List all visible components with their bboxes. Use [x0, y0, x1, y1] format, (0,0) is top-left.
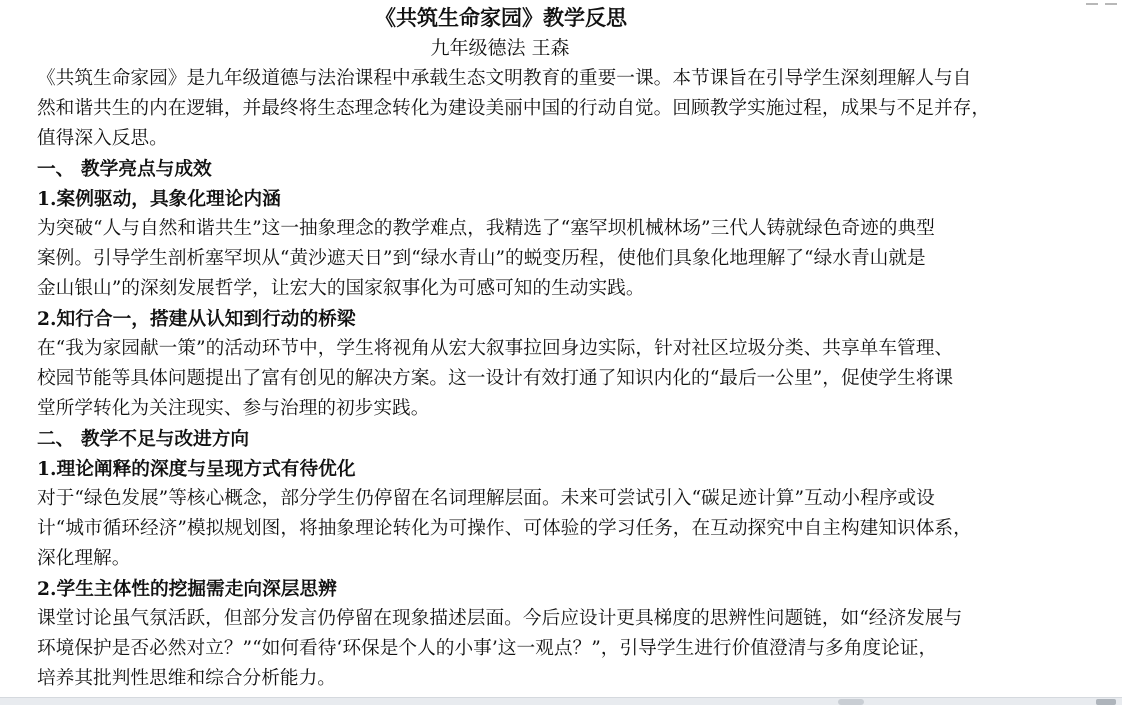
intro-paragraph: [37, 64, 1087, 154]
horizontal-scrollbar[interactable]: [0, 697, 1122, 705]
point-paragraph: [37, 214, 1087, 304]
scroll-arrow-icon[interactable]: [1096, 699, 1116, 705]
intro-line: 《共筑生命家园》是九年级道德与法治课程中承载生态文明教育的重要一课。本节课旨在引导学生深刻理解人与自: [37, 68, 972, 89]
paragraph-line: 环境保护是否必然对立？”“如何看待‘环保是个人的小事’这一观点？”，引导学生进行价值澄清与多角度论证，: [37, 638, 938, 659]
document-title: 《共筑生命家园》教学反思: [375, 5, 627, 30]
paragraph-line: 计“城市循环经济”模拟规划图，将抽象理论转化为可操作、可体验的学习任务，在互动探究中自主构建知识体系，: [37, 518, 972, 539]
point-paragraph: [37, 334, 1087, 424]
point-heading: 2.知行合一，搭建从认知到行动的桥梁: [37, 308, 356, 330]
point-heading: 2.学生主体性的挖掘需走向深层思辨: [37, 578, 337, 600]
corner-mark: [1105, 3, 1117, 5]
scrollbar-thumb[interactable]: [838, 699, 864, 705]
section-heading-improvements: 二、 教学不足与改进方向: [37, 428, 250, 450]
paragraph-line: 为突破“人与自然和谐共生”这一抽象理念的教学难点，我精选了“塞罕坝机械林场”三代人铸就绿色奇迹的典型: [37, 218, 935, 239]
paragraph-line: 堂所学转化为关注现实、参与治理的初步实践。: [37, 398, 430, 419]
section-heading-highlights: 一、 教学亮点与成效: [37, 158, 212, 180]
point-heading: 1.理论阐释的深度与呈现方式有待优化: [37, 458, 356, 480]
point-paragraph: [37, 604, 1087, 694]
paragraph-line: 深化理解。: [37, 548, 131, 569]
paragraph-line: 对于“绿色发展”等核心概念，部分学生仍停留在名词理解层面。未来可尝试引入“碳足迹计算”互动小程序或设: [37, 488, 935, 509]
intro-line: 然和谐共生的内在逻辑，并最终将生态理念转化为建设美丽中国的行动自觉。回顾教学实施过程，成果与不足并存，: [37, 98, 991, 119]
intro-line: 值得深入反思。: [37, 128, 168, 149]
corner-mark: [1086, 3, 1098, 5]
point-paragraph: [37, 484, 1087, 574]
paragraph-line: 课堂讨论虽气氛活跃，但部分发言仍停留在现象描述层面。今后应设计更具梯度的思辨性问题链，如“经济发展与: [37, 608, 963, 629]
document-subtitle: 九年级德法 王森: [430, 37, 570, 59]
paragraph-line: 金山银山”的深刻发展哲学，让宏大的国家叙事化为可感可知的生动实践。: [37, 278, 645, 299]
point-heading: 1.案例驱动，具象化理论内涵: [37, 188, 281, 210]
paragraph-line: 校园节能等具体问题提出了富有创见的解决方案。这一设计有效打通了知识内化的“最后一公里”，促使学生将课: [37, 368, 954, 389]
paragraph-line: 在“我为家园献一策”的活动环节中，学生将视角从宏大叙事拉回身边实际，针对社区垃圾分类、共享单车管理、: [37, 338, 954, 359]
paragraph-line: 案例。引导学生剖析塞罕坝从“黄沙遮天日”到“绿水青山”的蜕变历程，使他们具象化地理解了“绿水青山就是: [37, 248, 926, 269]
paragraph-line: 培养其批判性思维和综合分析能力。: [37, 668, 336, 689]
